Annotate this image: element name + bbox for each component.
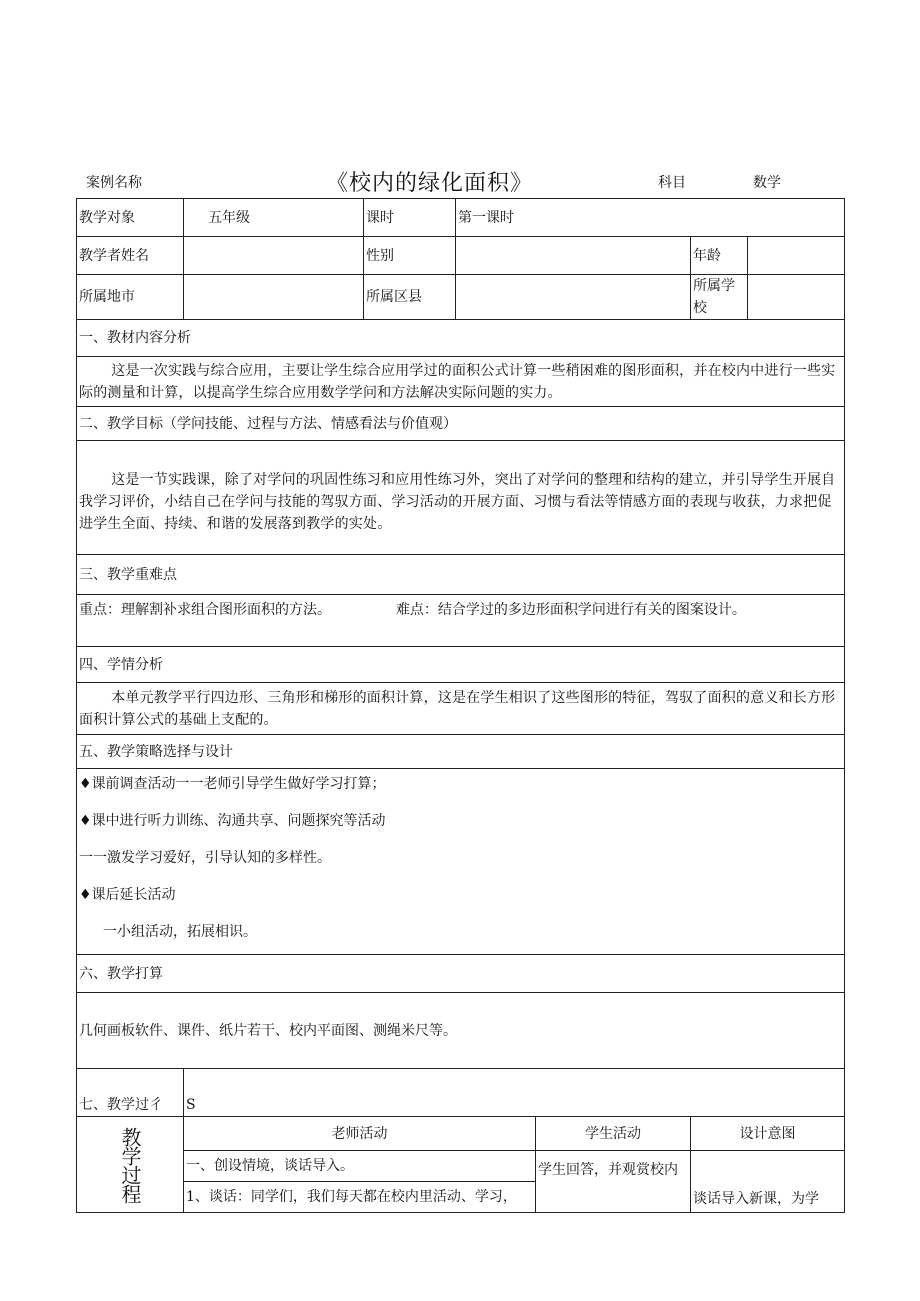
- section-2-body-row: [77, 441, 845, 555]
- gender-value: [456, 237, 691, 275]
- city-label: 所属地市: [77, 275, 184, 320]
- process-side-cell: [77, 1117, 184, 1213]
- student-activity: 学生回答，并观赏校内: [536, 1151, 691, 1213]
- city-value: [184, 275, 364, 320]
- teacher-label: 教学者姓名: [77, 237, 184, 275]
- strategy-item: ♦课后延长活动: [79, 887, 176, 903]
- section-3-body-row: [77, 595, 845, 647]
- section-2-body: 这是一节实践课，除了对学问的巩固性练习和应用性练习外，突出了对学问的整理和结构的建立，并引导学生开展自我学习评价，小结自己在学问与技能的驾驭方面、学习活动的开展方面、习惯与看法等情感方面的表现与收获，力求把促进学生全面、持续、和谐的发展落到教学的实处。: [77, 441, 845, 555]
- teacher-activity-line-2: 1、谈话：同学们，我们每天都在校内里活动、学习，: [184, 1182, 536, 1213]
- section-7-title-row: [77, 1069, 845, 1117]
- info-row-teacher: [77, 237, 845, 275]
- info-row-target: [77, 199, 845, 237]
- school-value: [748, 275, 845, 320]
- case-title: 《校内的绿化面积》: [326, 171, 534, 196]
- col-teacher-activity: 老师活动: [184, 1117, 536, 1151]
- section-5-body: [77, 769, 845, 955]
- age-value: [748, 237, 845, 275]
- section-3-title-row: [77, 555, 845, 595]
- section-4-title: 四、学情分析: [77, 647, 845, 683]
- col-design-intent: 设计意图: [691, 1117, 845, 1151]
- process-row-1: [77, 1151, 845, 1182]
- section-1-body: 这是一次实践与综合应用，主要让学生综合应用学过的面积公式计算一些稍困难的图形面积，并在校内中进行一些实际的测量和计算，以提高学生综合应用数学学问和方法解决实际问题的实力。: [77, 357, 845, 407]
- section-1-body-row: [77, 357, 845, 407]
- period-label: 课时: [364, 199, 456, 237]
- section-1-title-row: [77, 320, 845, 357]
- section-1-title: 一、教材内容分析: [77, 320, 845, 357]
- section-6-body: 几何画板软件、课件、纸片若干、校内平面图、测绳米尺等。: [77, 993, 845, 1069]
- section-4-body-row: [77, 683, 845, 735]
- target-value: 五年级: [184, 199, 364, 237]
- strategy-item: ♦课中进行听力训练、沟通共享、问题探究等活动: [79, 813, 386, 829]
- info-row-location: [77, 275, 845, 320]
- district-value: [456, 275, 691, 320]
- school-label: 所属学校: [691, 275, 748, 320]
- strategy-item: ♦课前调查活动一一老师引导学生做好学习打算；: [79, 776, 386, 792]
- strategy-item: 一一激发学习爱好，引导认知的多样性。: [79, 850, 331, 866]
- section-2-title: 二、教学目标（学问技能、过程与方法、情感看法与价值观）: [77, 407, 845, 441]
- section-4-body: 本单元教学平行四边形、三角形和梯形的面积计算，这是在学生相识了这些图形的特征，驾驭了面积的意义和长方形面积计算公式的基础上支配的。: [77, 683, 845, 735]
- age-label: 年龄: [691, 237, 748, 275]
- teacher-activity-line-1: 一、创设情境，谈话导入。: [184, 1151, 536, 1182]
- design-intent: 谈话导入新课，为学: [691, 1151, 845, 1213]
- section-3-body: [77, 595, 845, 647]
- strategy-item: 一小组活动，拓展相识。: [103, 924, 257, 940]
- section-7-title: 七、教学过彳: [77, 1069, 184, 1117]
- section-5-title: 五、教学策略选择与设计: [77, 735, 845, 769]
- section-2-title-row: [77, 407, 845, 441]
- subject-value: 数学: [753, 175, 781, 191]
- section-4-title-row: [77, 647, 845, 683]
- col-student-activity: 学生活动: [536, 1117, 691, 1151]
- section-6-body-row: [77, 993, 845, 1069]
- lesson-plan-table: [76, 198, 845, 1213]
- case-name-label: 案例名称: [86, 175, 142, 191]
- difficult-point: 难点：结合学过的多边形面积学问进行有关的图案设计。: [395, 602, 746, 618]
- section-6-title: 六、教学打算: [77, 955, 845, 993]
- process-side-label: 教学过程: [118, 1126, 142, 1203]
- section-5-title-row: [77, 735, 845, 769]
- district-label: 所属区县: [364, 275, 456, 320]
- section-7-tail: S: [184, 1069, 845, 1117]
- teacher-value: [184, 237, 364, 275]
- section-3-title: 三、教学重难点: [77, 555, 845, 595]
- process-header-row: [77, 1117, 845, 1151]
- section-6-title-row: [77, 955, 845, 993]
- subject-label: 科目: [658, 175, 686, 191]
- period-value: 第一课时: [456, 199, 845, 237]
- section-5-body-row: [77, 769, 845, 955]
- gender-label: 性别: [364, 237, 456, 275]
- key-point: 重点：理解割补求组合图形面积的方法。: [79, 602, 331, 618]
- target-label: 教学对象: [77, 199, 184, 237]
